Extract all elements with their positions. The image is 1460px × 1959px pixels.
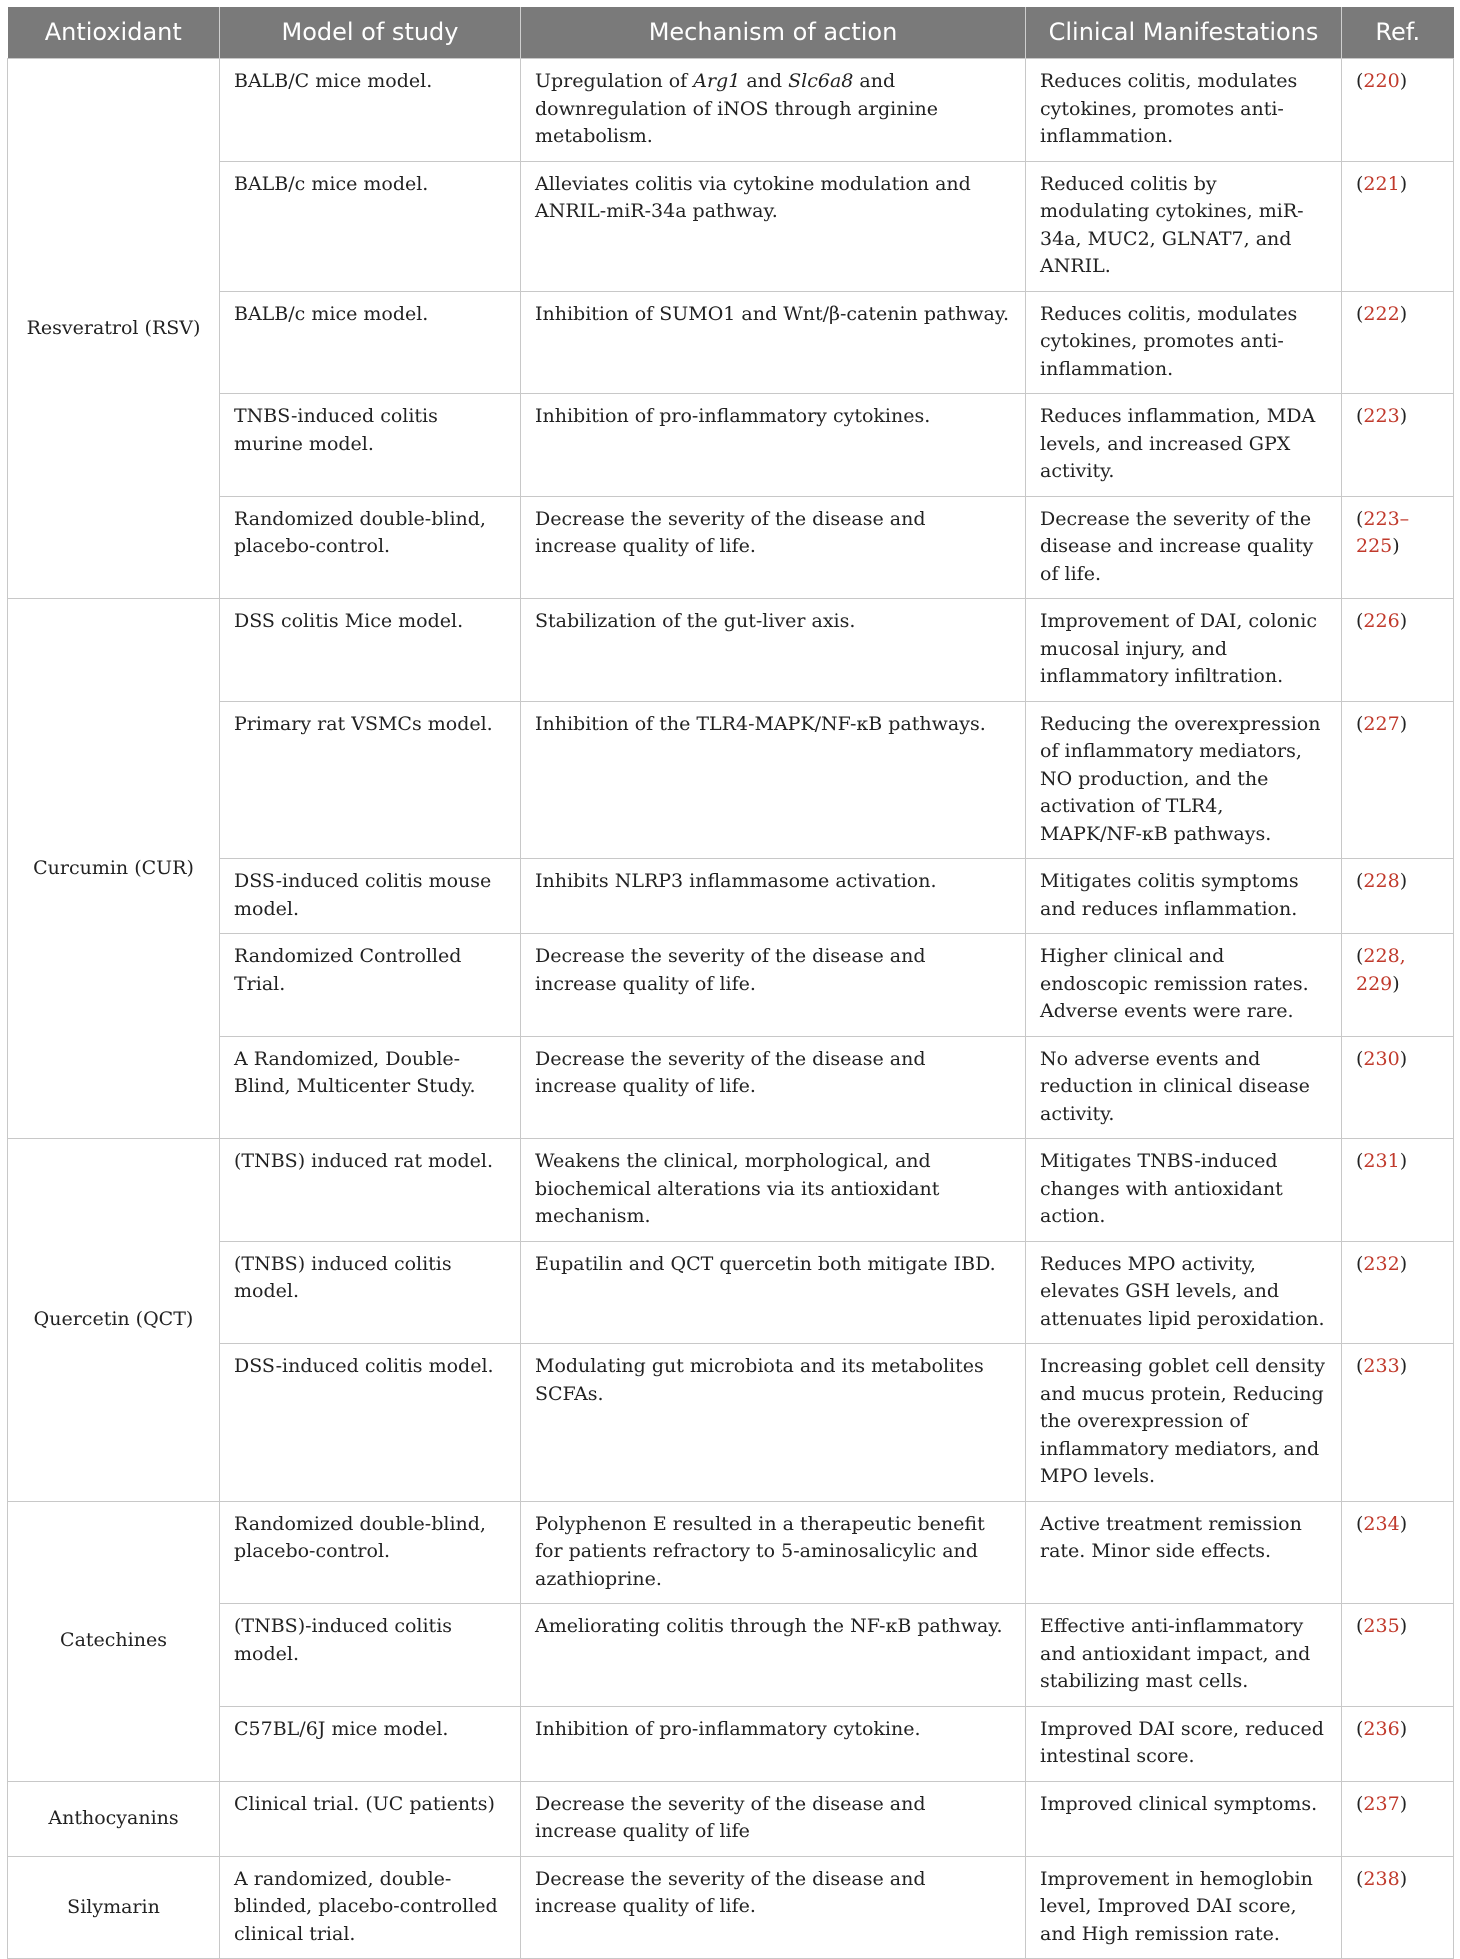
clinical-cell: Reducing the overexpression of inflammatory mediators, NO production, and the activation of TLR4, MAPK/NF-κB pathways. (1026, 701, 1342, 859)
mechanism-cell: Ameliorating colitis through the NF-κB pathway. (521, 1604, 1026, 1707)
model-cell: (TNBS)-induced colitis model. (220, 1604, 521, 1707)
ref-cell (1342, 291, 1454, 394)
antioxidant-cell: Catechines (8, 1501, 220, 1781)
ref-number: 227 (1363, 712, 1400, 735)
ref-number: 221 (1363, 172, 1400, 195)
table-row (8, 59, 1454, 162)
clinical-cell: Reduces colitis, modulates cytokines, promotes anti-inflammation. (1026, 291, 1342, 394)
model-cell: DSS colitis Mice model. (220, 599, 521, 702)
table-row (8, 1036, 1454, 1139)
ref-number: 237 (1363, 1792, 1400, 1815)
clinical-cell: Higher clinical and endoscopic remission rates. Adverse events were rare. (1026, 934, 1342, 1037)
ref-open-paren: ( (1356, 172, 1364, 195)
table-row (8, 934, 1454, 1037)
model-cell: C57BL/6J mice model. (220, 1706, 521, 1781)
ref-close-paren: ) (1399, 1150, 1408, 1172)
ref-cell (1342, 701, 1454, 859)
table-row (8, 1241, 1454, 1344)
ref-close-paren: ) (1399, 1047, 1408, 1070)
ref-close-paren: ) (1399, 172, 1408, 195)
ref-cell (1342, 1501, 1454, 1604)
ref-open-paren: ( (1356, 945, 1364, 967)
ref-open-paren: ( (1356, 507, 1364, 530)
mechanism-cell: Inhibition of pro-inflammatory cytokines. (521, 394, 1026, 497)
table-row (8, 599, 1454, 702)
clinical-cell: No adverse events and reduction in clinical disease activity. (1026, 1036, 1342, 1139)
clinical-cell: Effective anti-inflammatory and antioxidant impact, and stabilizing mast cells. (1026, 1604, 1342, 1707)
ref-open-paren: ( (1356, 1047, 1364, 1070)
ref-cell (1342, 859, 1454, 934)
clinical-cell: Reduced colitis by modulating cytokines, miR-34a, MUC2, GLNAT7, and ANRIL. (1026, 161, 1342, 291)
mechanism-text: Upregulation of (535, 70, 694, 92)
ref-number: 220 (1363, 70, 1400, 92)
mechanism-cell: Decrease the severity of the disease and increase quality of life. (521, 1856, 1026, 1959)
ref-number: 236 (1363, 1717, 1400, 1740)
ref-cell (1342, 1241, 1454, 1344)
model-cell: Randomized Controlled Trial. (220, 934, 521, 1037)
ref-close-paren: ) (1399, 610, 1408, 632)
ref-cell (1342, 1139, 1454, 1242)
model-cell: DSS-induced colitis mouse model. (220, 859, 521, 934)
header-clinical-manifestations: Clinical Manifestations (1026, 7, 1342, 59)
ref-open-paren: ( (1356, 70, 1364, 92)
antioxidant-cell: Anthocyanins (8, 1781, 220, 1856)
mechanism-cell: Inhibits NLRP3 inflammasome activation. (521, 859, 1026, 934)
ref-number: 228 (1363, 870, 1400, 892)
ref-close-paren: ) (1399, 1615, 1408, 1637)
model-cell: BALB/C mice model. (220, 59, 521, 162)
ref-cell (1342, 496, 1454, 599)
clinical-cell: Reduces MPO activity, elevates GSH levels, and attenuates lipid peroxidation. (1026, 1241, 1342, 1344)
clinical-cell: Decrease the severity of the disease and increase quality of life. (1026, 496, 1342, 599)
table-row (8, 496, 1454, 599)
ref-cell (1342, 161, 1454, 291)
ref-cell (1342, 394, 1454, 497)
model-cell: A Randomized, Double-Blind, Multicenter Study. (220, 1036, 521, 1139)
clinical-cell: Mitigates colitis symptoms and reduces inflammation. (1026, 859, 1342, 934)
clinical-cell: Reduces colitis, modulates cytokines, promotes anti-inflammation. (1026, 59, 1342, 162)
ref-number: 231 (1363, 1150, 1400, 1172)
header-model-of-study: Model of study (220, 7, 521, 59)
ref-open-paren: ( (1356, 1615, 1364, 1637)
mechanism-cell: Decrease the severity of the disease and increase quality of life. (521, 1036, 1026, 1139)
table-row (8, 1604, 1454, 1707)
model-cell: Clinical trial. (UC patients) (220, 1781, 521, 1856)
model-cell: TNBS-induced colitis murine model. (220, 394, 521, 497)
mechanism-cell: Inhibition of the TLR4-MAPK/NF-κB pathways. (521, 701, 1026, 859)
ref-close-paren: ) (1399, 870, 1408, 892)
gene-name: Slc6a8 (788, 70, 854, 92)
ref-close-paren: ) (1392, 972, 1400, 995)
mechanism-cell: Decrease the severity of the disease and increase quality of life. (521, 934, 1026, 1037)
antioxidant-table-container (7, 7, 1453, 1945)
ref-number: 223 (1363, 405, 1400, 427)
mechanism-cell: Polyphenon E resulted in a therapeutic benefit for patients refractory to 5-aminosalicylic and azathioprine. (521, 1501, 1026, 1604)
mechanism-cell: Decrease the severity of the disease and increase quality of life (521, 1781, 1026, 1856)
clinical-cell: Improved DAI score, reduced intestinal score. (1026, 1706, 1342, 1781)
ref-close-paren: ) (1399, 712, 1408, 735)
header-row (8, 7, 1454, 59)
ref-cell (1342, 1344, 1454, 1502)
mechanism-cell: Alleviates colitis via cytokine modulation and ANRIL-miR-34a pathway. (521, 161, 1026, 291)
antioxidant-table (7, 7, 1454, 1959)
ref-close-paren: ) (1399, 1252, 1408, 1275)
table-row (8, 394, 1454, 497)
table-row (8, 701, 1454, 859)
table-row (8, 859, 1454, 934)
ref-cell (1342, 59, 1454, 162)
ref-open-paren: ( (1356, 405, 1364, 427)
ref-number: 238 (1363, 1867, 1400, 1890)
ref-number: 232 (1363, 1252, 1400, 1275)
ref-cell (1342, 1781, 1454, 1856)
model-cell: Randomized double-blind, placebo-control. (220, 1501, 521, 1604)
antioxidant-cell: Quercetin (QCT) (8, 1139, 220, 1502)
ref-open-paren: ( (1356, 1867, 1364, 1890)
model-cell: A randomized, double-blinded, placebo-controlled clinical trial. (220, 1856, 521, 1959)
ref-open-paren: ( (1356, 302, 1364, 325)
ref-close-paren: ) (1399, 1355, 1408, 1377)
antioxidant-cell: Resveratrol (RSV) (8, 59, 220, 599)
ref-number: 222 (1363, 302, 1400, 325)
mechanism-text: and (740, 70, 789, 92)
ref-open-paren: ( (1356, 1512, 1364, 1535)
table-body (8, 59, 1454, 1959)
mechanism-cell (521, 59, 1026, 162)
ref-open-paren: ( (1356, 1355, 1364, 1377)
ref-close-paren: ) (1399, 70, 1408, 92)
clinical-cell: Improved clinical symptoms. (1026, 1781, 1342, 1856)
ref-close-paren: ) (1399, 1867, 1408, 1890)
ref-close-paren: ) (1399, 302, 1408, 325)
mechanism-cell: Eupatilin and QCT quercetin both mitigate IBD. (521, 1241, 1026, 1344)
ref-number: 235 (1363, 1615, 1400, 1637)
ref-close-paren: ) (1399, 1512, 1408, 1535)
ref-number: 223–225 (1356, 507, 1410, 557)
model-cell: BALB/c mice model. (220, 161, 521, 291)
model-cell: DSS-induced colitis model. (220, 1344, 521, 1502)
ref-open-paren: ( (1356, 1792, 1364, 1815)
model-cell: BALB/c mice model. (220, 291, 521, 394)
ref-cell (1342, 1604, 1454, 1707)
model-cell: (TNBS) induced colitis model. (220, 1241, 521, 1344)
ref-cell (1342, 1036, 1454, 1139)
table-row (8, 1139, 1454, 1242)
clinical-cell: Active treatment remission rate. Minor side effects. (1026, 1501, 1342, 1604)
mechanism-cell: Inhibition of pro-inflammatory cytokine. (521, 1706, 1026, 1781)
mechanism-cell: Inhibition of SUMO1 and Wnt/β-catenin pathway. (521, 291, 1026, 394)
ref-open-paren: ( (1356, 1150, 1364, 1172)
table-header (8, 7, 1454, 59)
ref-open-paren: ( (1356, 712, 1364, 735)
model-cell: Primary rat VSMCs model. (220, 701, 521, 859)
ref-cell (1342, 934, 1454, 1037)
table-row (8, 1501, 1454, 1604)
mechanism-cell: Stabilization of the gut-liver axis. (521, 599, 1026, 702)
table-row (8, 291, 1454, 394)
clinical-cell: Mitigates TNBS-induced changes with antioxidant action. (1026, 1139, 1342, 1242)
model-cell: (TNBS) induced rat model. (220, 1139, 521, 1242)
clinical-cell: Increasing goblet cell density and mucus protein, Reducing the overexpression of inflammatory mediators, and MPO levels. (1026, 1344, 1342, 1502)
ref-close-paren: ) (1399, 405, 1408, 427)
table-row (8, 161, 1454, 291)
ref-number: 226 (1363, 610, 1400, 632)
ref-number: 228, 229 (1356, 945, 1406, 995)
ref-number: 230 (1363, 1047, 1400, 1070)
ref-cell (1342, 1856, 1454, 1959)
ref-close-paren: ) (1399, 1792, 1408, 1815)
ref-close-paren: ) (1392, 535, 1400, 557)
header-antioxidant: Antioxidant (8, 7, 220, 59)
clinical-cell: Reduces inflammation, MDA levels, and increased GPX activity. (1026, 394, 1342, 497)
gene-name: Arg1 (693, 70, 741, 92)
mechanism-text: and downregulation of iNOS through arginine metabolism. (535, 70, 939, 147)
antioxidant-cell: Silymarin (8, 1856, 220, 1959)
ref-cell (1342, 1706, 1454, 1781)
ref-open-paren: ( (1356, 870, 1364, 892)
table-row (8, 1856, 1454, 1959)
ref-close-paren: ) (1399, 1717, 1408, 1740)
antioxidant-cell: Curcumin (CUR) (8, 599, 220, 1139)
mechanism-cell: Weakens the clinical, morphological, and biochemical alterations via its antioxidant mechanism. (521, 1139, 1026, 1242)
clinical-cell: Improvement of DAI, colonic mucosal injury, and inflammatory infiltration. (1026, 599, 1342, 702)
model-cell: Randomized double-blind, placebo-control. (220, 496, 521, 599)
mechanism-cell: Decrease the severity of the disease and increase quality of life. (521, 496, 1026, 599)
ref-open-paren: ( (1356, 1252, 1364, 1275)
header-ref: Ref. (1342, 7, 1454, 59)
ref-open-paren: ( (1356, 1717, 1364, 1740)
table-row (8, 1706, 1454, 1781)
ref-cell (1342, 599, 1454, 702)
table-row (8, 1344, 1454, 1502)
clinical-cell: Improvement in hemoglobin level, Improved DAI score, and High remission rate. (1026, 1856, 1342, 1959)
table-row (8, 1781, 1454, 1856)
header-mechanism-of-action: Mechanism of action (521, 7, 1026, 59)
ref-number: 233 (1363, 1355, 1400, 1377)
ref-open-paren: ( (1356, 610, 1364, 632)
ref-number: 234 (1363, 1512, 1400, 1535)
mechanism-cell: Modulating gut microbiota and its metabolites SCFAs. (521, 1344, 1026, 1502)
